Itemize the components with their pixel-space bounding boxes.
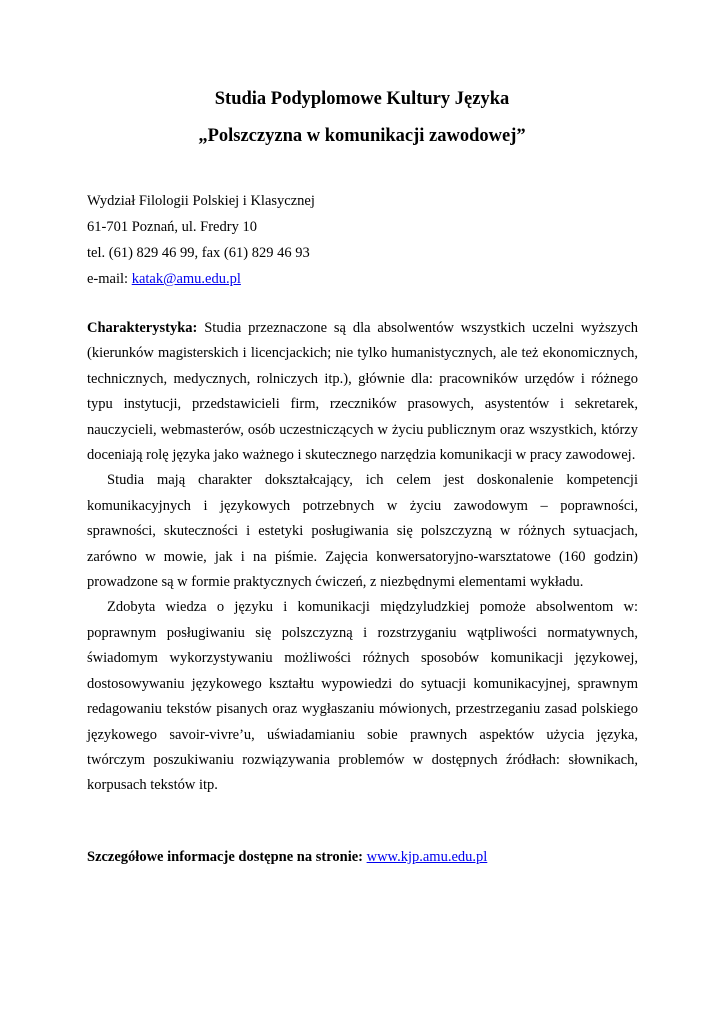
email-line [87,266,647,292]
characteristics-paragraph [87,316,638,468]
contact-block [87,188,647,292]
characteristics-text: Studia przeznaczone są dla absolwentów wszystkich uczelni wyższych (kierunków magisterskich i licencjackich; nie tylko humanistycznych, ale też ekonomicznych, technicznych, medycznych, rolniczych itp.), głównie dla: pracowników urzędów i różnego typu instytucji, przedstawicieli firm, rzeczników prasowych, asystentów i sekretarek, nauczycieli, webmasterów, osób uczestniczących w życiu publicznym oraz wszystkich, którzy doceniają rolę języka jako ważnego i skutecznego narzędzia komunikacji w pracy zawodowej. [87,320,638,464]
more-info-line [87,846,647,868]
description-body [87,316,638,799]
characteristics-label: Charakterystyka: [87,320,198,336]
email-link[interactable]: katak@amu.edu.pl [131,271,241,287]
document-title: Studia Podyplomowe Kultury Języka [214,89,510,109]
phone-fax: tel. (61) 829 46 99, fax (61) 829 46 93 [87,245,310,261]
website-link[interactable]: www.kjp.amu.edu.pl [366,849,488,865]
street-address: 61-701 Poznań, ul. Fredry 10 [87,219,257,235]
document-subtitle: „Polszczyzna w komunikacji zawodowej” [198,126,526,146]
purpose-paragraph: Studia mają charakter dokształcający, ich celem jest doskonalenie kompetencji komunikacyjnych i językowych potrzebnych w życiu zawodowym – poprawności, sprawności, skuteczności i estetyki posługiwania się polszczyzną w różnych sytuacjach, zarówno w mowie, jak i na piśmie. Zajęcia konwersatoryjno-warsztatowe (160 godzin) prowadzone są w formie praktycznych ćwiczeń, z niezbędnymi elementami wykładu. [87,472,638,591]
faculty-name: Wydział Filologii Polskiej i Klasycznej [87,193,315,209]
benefits-paragraph: Zdobyta wiedza o języku i komunikacji międzyludzkiej pomoże absolwentom w: poprawnym posługiwaniu się polszczyzną i rozstrzyganiu wątpliwości normatywnych, świadomym wykorzystywaniu możliwości różnych sposobów komunikacji językowej, dostosowywaniu językowego kształtu wypowiedzi do sytuacji komunikacyjnej, sprawnym redagowaniu tekstów pisanych oraz wygłaszaniu mówionych, przestrzeganiu zasad polskiego językowego savoir-vivre’u, uświadamianiu sobie prawnych aspektów użycia języka, twórczym poszukiwaniu rozwiązywania problemów w dostępnych źródłach: słownikach, korpusach tekstów itp. [87,599,638,794]
more-info-label: Szczegółowe informacje dostępne na stronie: [87,849,363,865]
email-label: e-mail: [87,271,132,287]
